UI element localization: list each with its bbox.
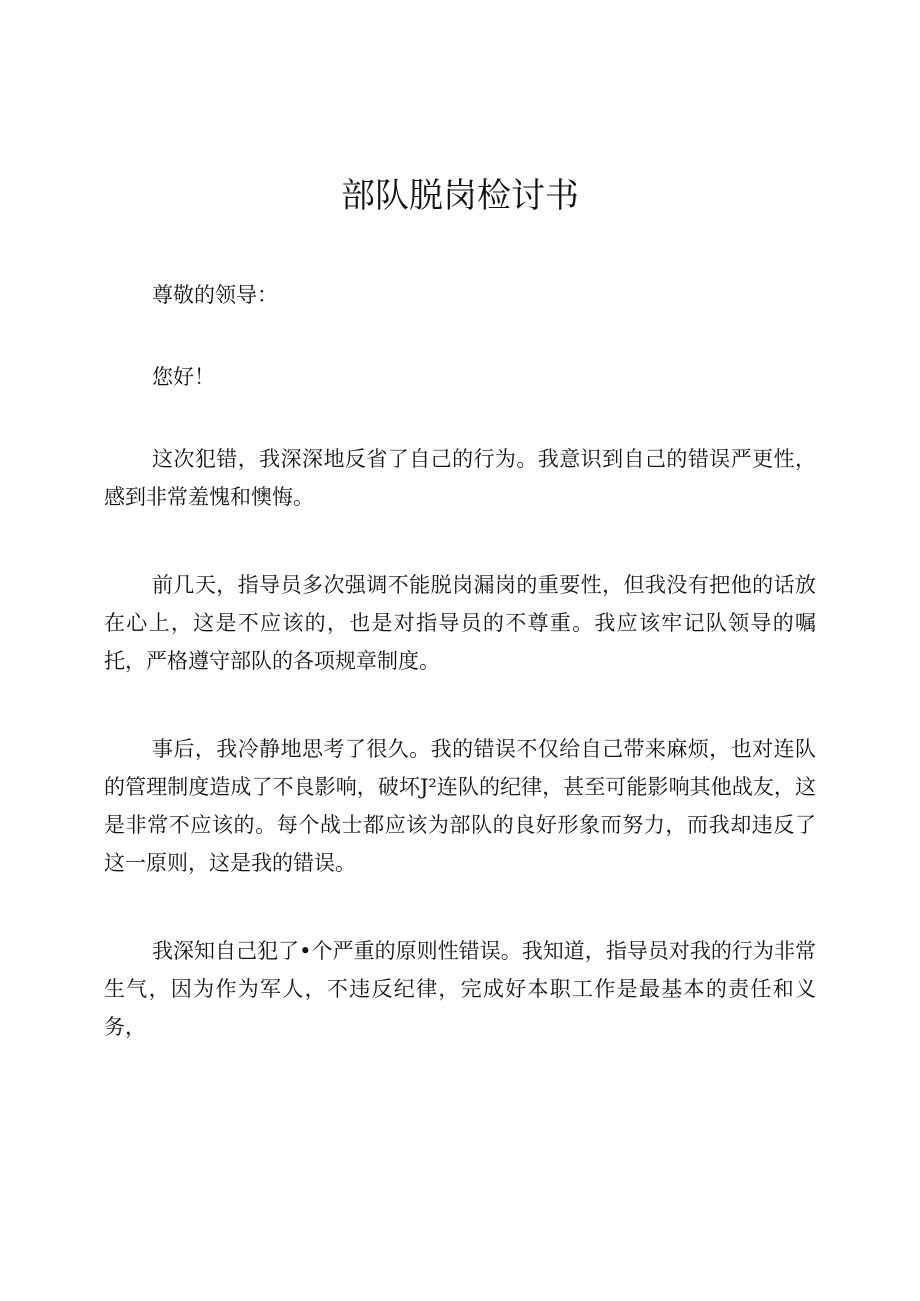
paragraph-1: 这次犯错，我深深地反省了自己的行为。我意识到自己的错误严更性，感到非常羞愧和懊悔。: [104, 447, 816, 509]
salutation: 尊敬的领导：: [152, 283, 278, 307]
paragraph-3: 事后，我冷静地思考了很久。我的错误不仅给自己带来麻烦，也对连队的管理制度造成了不良影响，破坏J²连队的纪律，甚至可能影响其他战友，这是非常不应该的。每个战士都应该为部队的良好形象而努力，而我却违反了这一原则，这是我的错误。: [104, 737, 816, 875]
greeting: 您好！: [152, 365, 215, 389]
document-title: 部队脱岗检讨书: [341, 176, 579, 216]
paragraph-2: 前几天，指导员多次强调不能脱岗漏岗的重要性，但我没有把他的话放在心上，这是不应该的，也是对指导员的不尊重。我应该牢记队领导的嘱托，严格遵守部队的各项规章制度。: [104, 573, 816, 673]
document-body: [104, 276, 816, 1046]
paragraph-4: 我深知自己犯了•个严重的原则性错误。我知道，指导员对我的行为非常生气，因为作为军人，不违反纪律，完成好本职工作是最基本的责任和义务，: [104, 939, 816, 1039]
